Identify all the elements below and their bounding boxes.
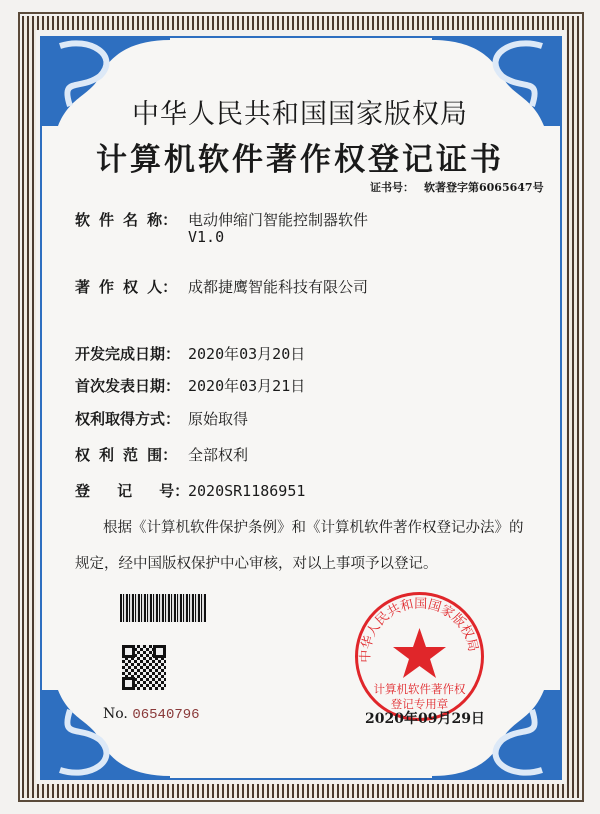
field-value: 2020SR1186951 — [188, 482, 306, 500]
field-label: 著 作 权 人： — [75, 278, 178, 296]
qr-code — [122, 645, 166, 690]
field-software-version — [188, 228, 224, 246]
statement-line-2: 规定，经中国版权保护中心审核，对以上事项予以登记。 — [75, 556, 438, 572]
field-value: 电动伸缩门智能控制器软件 — [188, 211, 369, 229]
star-icon — [393, 628, 446, 678]
field-label: 开发完成日期： — [75, 345, 181, 363]
corner-ornament-bottom-left — [40, 690, 170, 780]
field-label: 登 记 号： — [75, 482, 190, 500]
certificate-number — [370, 179, 554, 195]
certificate-number-label: 证书号： — [370, 181, 414, 194]
field-label: 首次发表日期： — [75, 377, 181, 395]
official-seal — [353, 590, 486, 723]
seal-ring-text: 中华人民共和国国家版权局 — [358, 596, 481, 664]
field-software-name — [75, 209, 368, 230]
field-label: 权利取得方式： — [75, 410, 181, 428]
field-label: 权 利 范 围： — [75, 446, 178, 464]
issue-date: 2020年09月29日 — [365, 711, 485, 727]
field-copyright-owner — [75, 276, 368, 297]
barcode — [120, 594, 206, 622]
field-value: 成都捷鹰智能科技有限公司 — [188, 278, 369, 296]
certificate-number-value: 软著登字第6065647号 — [424, 181, 544, 194]
certificate-title: 计算机软件著作权登记证书 — [96, 142, 504, 178]
serial-value: 06540796 — [132, 707, 200, 723]
field-value: 2020年03月21日 — [188, 377, 306, 395]
serial-prefix: No. — [103, 706, 128, 722]
issuer-title: 中华人民共和国国家版权局 — [132, 99, 468, 130]
field-rights-scope — [75, 444, 248, 465]
field-label: 软 件 名 称： — [75, 211, 178, 229]
serial-number — [103, 706, 200, 723]
statement-line-1: 根据《计算机软件保护条例》和《计算机软件著作权登记办法》的 — [103, 520, 524, 536]
field-registration-number — [75, 480, 305, 501]
seal-line-1: 计算机软件著作权 — [373, 682, 466, 696]
field-publish-date — [75, 375, 305, 396]
field-completion-date — [75, 343, 305, 364]
seal-line-2: 登记专用章 — [390, 697, 449, 711]
field-value: 2020年03月20日 — [188, 345, 306, 363]
field-value: 全部权利 — [188, 446, 249, 464]
field-value: V1.0 — [188, 228, 225, 246]
field-value: 原始取得 — [188, 410, 249, 428]
field-acquisition-method — [75, 408, 248, 429]
